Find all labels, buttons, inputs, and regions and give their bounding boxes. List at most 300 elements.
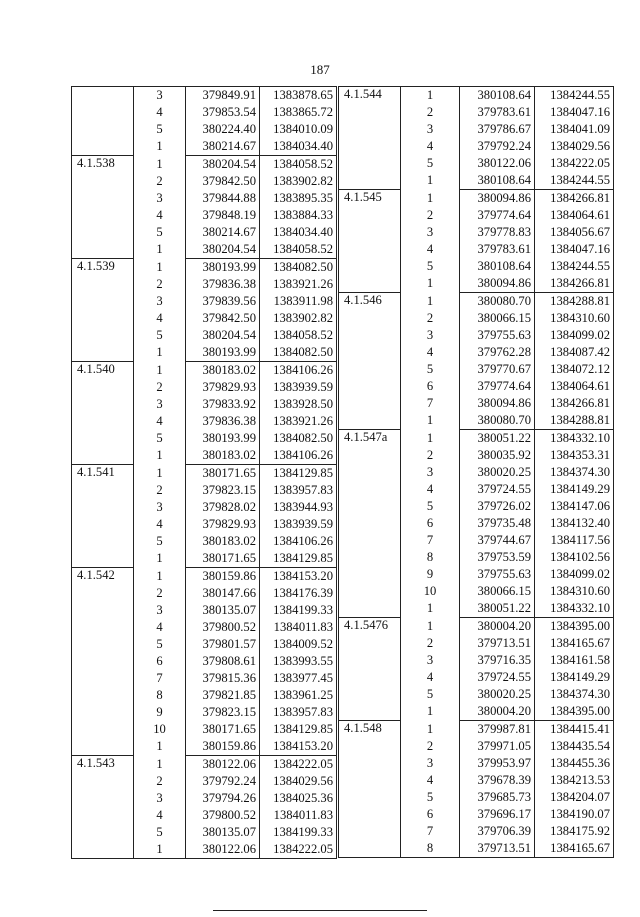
y-coordinate-cell: 1384266.81 — [535, 275, 614, 293]
y-coordinate-cell: 1384064.61 — [535, 207, 614, 224]
y-coordinate-cell: 1384029.56 — [535, 138, 614, 155]
plot-number-cell: 4.1.539 — [72, 259, 134, 277]
x-coordinate-cell: 379828.02 — [186, 499, 260, 516]
plot-number-cell: 4.1.542 — [72, 568, 134, 586]
plot-number-cell — [72, 224, 134, 241]
x-coordinate-cell: 380080.70 — [460, 412, 535, 430]
y-coordinate-cell: 1384165.67 — [535, 840, 614, 858]
table-row — [72, 362, 337, 380]
x-coordinate-cell: 379744.67 — [460, 532, 535, 549]
point-number-cell: 5 — [426, 259, 434, 273]
x-coordinate-cell: 380204.54 — [186, 241, 260, 259]
point-number-cell: 2 — [426, 208, 434, 222]
table-row — [72, 156, 337, 174]
plot-number-cell — [72, 721, 134, 738]
point-number-cell: 5 — [426, 499, 434, 513]
point-number-cell: 1 — [426, 618, 434, 633]
y-coordinate-cell: 1384374.30 — [535, 464, 614, 481]
x-coordinate-cell: 379844.88 — [186, 190, 260, 207]
y-coordinate-cell: 1384047.16 — [535, 241, 614, 258]
plot-number-cell — [72, 790, 134, 807]
y-coordinate-cell: 1384029.56 — [260, 773, 337, 790]
y-coordinate-cell: 1384204.07 — [535, 789, 614, 806]
point-number-cell: 7 — [426, 396, 434, 410]
plot-number-cell — [339, 138, 401, 155]
y-coordinate-cell: 1384082.50 — [260, 259, 337, 277]
y-coordinate-cell: 1384082.50 — [260, 344, 337, 362]
plot-number-cell — [72, 276, 134, 293]
x-coordinate-cell: 380020.25 — [460, 464, 535, 481]
point-number-cell: 5 — [156, 328, 163, 342]
x-coordinate-cell: 379823.15 — [186, 704, 260, 721]
plot-number-cell — [339, 789, 401, 806]
plot-number-cell — [339, 635, 401, 652]
x-coordinate-cell: 380004.20 — [460, 703, 535, 721]
table-row — [339, 361, 614, 378]
y-coordinate-cell: 1384058.52 — [260, 327, 337, 344]
plot-number-cell: 4.1.548 — [339, 721, 401, 739]
table-row — [339, 823, 614, 840]
plot-number-cell — [339, 361, 401, 378]
x-coordinate-cell: 380051.22 — [460, 430, 535, 448]
point-number-cell: 2 — [426, 448, 434, 462]
point-number-cell: 5 — [156, 637, 163, 651]
x-coordinate-cell: 379829.93 — [186, 516, 260, 533]
point-number-cell: 3 — [426, 225, 434, 239]
point-number-cell: 1 — [156, 139, 163, 154]
plot-number-cell — [72, 824, 134, 841]
x-coordinate-cell: 380135.07 — [186, 824, 260, 841]
point-number-cell: 6 — [426, 379, 434, 393]
x-coordinate-cell: 379696.17 — [460, 806, 535, 823]
plot-number-cell — [72, 379, 134, 396]
x-coordinate-cell: 380147.66 — [186, 585, 260, 602]
y-coordinate-cell: 1384435.54 — [535, 738, 614, 755]
point-number-cell: 2 — [156, 380, 163, 394]
point-number-cell: 2 — [156, 774, 163, 788]
x-coordinate-cell: 380004.20 — [460, 618, 535, 636]
point-number-cell: 2 — [426, 739, 434, 753]
y-coordinate-cell: 1384147.06 — [535, 498, 614, 515]
point-number-cell: 1 — [426, 601, 434, 616]
x-coordinate-cell: 380171.65 — [186, 721, 260, 738]
x-coordinate-cell: 379953.97 — [460, 755, 535, 772]
x-coordinate-cell: 379836.38 — [186, 276, 260, 293]
plot-number-cell — [339, 464, 401, 481]
table-row — [339, 258, 614, 275]
coordinates-table-right — [338, 86, 614, 858]
table-row — [72, 87, 337, 105]
x-coordinate-cell: 379753.59 — [460, 549, 535, 566]
plot-number-cell — [339, 275, 401, 293]
table-row — [339, 703, 614, 721]
y-coordinate-cell: 1383939.59 — [260, 379, 337, 396]
coordinates-table-left — [71, 86, 337, 859]
plot-number-cell: 4.1.547a — [339, 430, 401, 448]
x-coordinate-cell: 380094.86 — [460, 395, 535, 412]
table-row — [72, 173, 337, 190]
x-coordinate-cell: 379971.05 — [460, 738, 535, 755]
y-coordinate-cell: 1384310.60 — [535, 583, 614, 600]
plot-number-cell — [339, 481, 401, 498]
plot-number-cell — [72, 807, 134, 824]
table-row — [339, 275, 614, 293]
point-number-cell: 2 — [156, 483, 163, 497]
plot-number-cell — [72, 87, 134, 105]
x-coordinate-cell: 379678.39 — [460, 772, 535, 789]
table-body-right — [339, 87, 614, 858]
y-coordinate-cell: 1384244.55 — [535, 87, 614, 105]
x-coordinate-cell: 380183.02 — [186, 533, 260, 550]
plot-number-cell — [339, 172, 401, 190]
plot-number-cell — [339, 532, 401, 549]
y-coordinate-cell: 1383865.72 — [260, 104, 337, 121]
point-number-cell: 1 — [156, 362, 163, 377]
x-coordinate-cell: 379774.64 — [460, 207, 535, 224]
table-row — [72, 841, 337, 859]
plot-number-cell — [339, 755, 401, 772]
table-row — [339, 806, 614, 823]
table-row — [72, 482, 337, 499]
table-row — [339, 515, 614, 532]
point-number-cell: 3 — [426, 756, 434, 770]
table-row — [72, 721, 337, 738]
table-row — [339, 789, 614, 806]
plot-number-cell — [72, 327, 134, 344]
point-number-cell: 3 — [134, 87, 186, 105]
y-coordinate-cell: 1384129.85 — [260, 550, 337, 568]
y-coordinate-cell: 1384034.40 — [260, 224, 337, 241]
x-coordinate-cell: 379821.85 — [186, 687, 260, 704]
point-number-cell: 5 — [156, 825, 163, 839]
y-coordinate-cell: 1384165.67 — [535, 635, 614, 652]
x-coordinate-cell: 379724.55 — [460, 481, 535, 498]
point-number-cell: 4 — [426, 670, 434, 684]
table-row — [339, 840, 614, 858]
point-number-cell: 1 — [156, 568, 163, 583]
plot-number-cell — [339, 652, 401, 669]
x-coordinate-cell: 380122.06 — [460, 155, 535, 172]
point-number-cell: 1 — [156, 465, 163, 480]
y-coordinate-cell: 1384175.92 — [535, 823, 614, 840]
y-coordinate-cell: 1384199.33 — [260, 602, 337, 619]
plot-number-cell — [339, 600, 401, 618]
plot-number-cell — [339, 703, 401, 721]
point-number-cell: 7 — [156, 671, 163, 685]
y-coordinate-cell: 1384132.40 — [535, 515, 614, 532]
plot-number-cell — [72, 670, 134, 687]
x-coordinate-cell: 379786.67 — [460, 121, 535, 138]
table-row — [72, 327, 337, 344]
plot-number-cell — [339, 412, 401, 430]
table-row — [339, 224, 614, 241]
plot-number-cell — [72, 104, 134, 121]
y-coordinate-cell: 1384222.05 — [260, 756, 337, 774]
point-number-cell: 1 — [426, 721, 434, 736]
point-number-cell: 5 — [156, 122, 163, 136]
y-coordinate-cell: 1383977.45 — [260, 670, 337, 687]
y-coordinate-cell: 1383895.35 — [260, 190, 337, 207]
x-coordinate-cell: 380159.86 — [186, 738, 260, 756]
plot-number-cell — [72, 738, 134, 756]
x-coordinate-cell: 380122.06 — [186, 756, 260, 774]
plot-number-cell — [72, 482, 134, 499]
x-coordinate-cell: 380204.54 — [186, 327, 260, 344]
point-number-cell: 1 — [156, 448, 163, 463]
y-coordinate-cell: 1384034.40 — [260, 138, 337, 156]
point-number-cell: 3 — [426, 653, 434, 667]
table-row — [72, 807, 337, 824]
plot-number-cell: 4.1.540 — [72, 362, 134, 380]
table-row — [339, 121, 614, 138]
y-coordinate-cell: 1384199.33 — [260, 824, 337, 841]
y-coordinate-cell: 1384161.58 — [535, 652, 614, 669]
table-row — [72, 516, 337, 533]
point-number-cell: 5 — [426, 687, 434, 701]
point-number-cell: 1 — [156, 156, 163, 171]
point-number-cell: 4 — [426, 139, 434, 153]
point-number-cell: 1 — [426, 413, 434, 428]
x-coordinate-cell: 379836.38 — [186, 413, 260, 430]
x-coordinate-cell: 379778.83 — [460, 224, 535, 241]
point-number-cell: 5 — [156, 431, 163, 445]
y-coordinate-cell: 1384047.16 — [535, 104, 614, 121]
point-number-cell: 4 — [156, 311, 163, 325]
table-row — [72, 687, 337, 704]
y-coordinate-cell: 1383944.93 — [260, 499, 337, 516]
point-number-cell: 4 — [156, 620, 163, 634]
plot-number-cell — [72, 413, 134, 430]
plot-number-cell: 4.1.546 — [339, 293, 401, 311]
plot-number-cell — [72, 396, 134, 413]
plot-number-cell — [339, 738, 401, 755]
table-row — [339, 241, 614, 258]
table-row — [339, 138, 614, 155]
plot-number-cell — [72, 447, 134, 465]
x-coordinate-cell: 379801.57 — [186, 636, 260, 653]
y-coordinate-cell: 1383902.82 — [260, 173, 337, 190]
y-coordinate-cell: 1384087.42 — [535, 344, 614, 361]
point-number-cell: 2 — [426, 105, 434, 119]
point-number-cell: 9 — [426, 567, 434, 581]
table-row — [339, 669, 614, 686]
plot-number-cell — [72, 636, 134, 653]
x-coordinate-cell: 380193.99 — [186, 259, 260, 277]
table-row — [72, 670, 337, 687]
y-coordinate-cell: 1384117.56 — [535, 532, 614, 549]
y-coordinate-cell: 1384058.52 — [260, 241, 337, 259]
x-coordinate-cell: 379755.63 — [460, 566, 535, 583]
y-coordinate-cell: 1384011.83 — [260, 807, 337, 824]
x-coordinate-cell: 380193.99 — [186, 344, 260, 362]
plot-number-cell — [72, 516, 134, 533]
plot-number-cell — [339, 310, 401, 327]
point-number-cell: 3 — [156, 791, 163, 805]
x-coordinate-cell: 379848.19 — [186, 207, 260, 224]
table-row — [72, 396, 337, 413]
plot-number-cell — [72, 344, 134, 362]
plot-number-cell — [72, 585, 134, 602]
plot-number-cell — [72, 773, 134, 790]
point-number-cell: 6 — [156, 654, 163, 668]
plot-number-cell — [72, 207, 134, 224]
x-coordinate-cell: 380094.86 — [460, 275, 535, 293]
point-number-cell: 1 — [156, 242, 163, 257]
plot-number-cell: 4.1.543 — [72, 756, 134, 774]
y-coordinate-cell: 1384374.30 — [535, 686, 614, 703]
x-coordinate-cell: 379774.64 — [460, 378, 535, 395]
x-coordinate-cell: 379849.91 — [186, 87, 260, 105]
table-row — [72, 121, 337, 138]
y-coordinate-cell: 1384332.10 — [535, 600, 614, 618]
plot-number-cell — [72, 653, 134, 670]
table-row — [339, 378, 614, 395]
plot-number-cell — [339, 241, 401, 258]
x-coordinate-cell: 379783.61 — [460, 104, 535, 121]
plot-number-cell — [72, 841, 134, 859]
point-number-cell: 1 — [156, 345, 163, 360]
x-coordinate-cell: 379829.93 — [186, 379, 260, 396]
point-number-cell: 4 — [156, 105, 163, 119]
x-coordinate-cell: 380035.92 — [460, 447, 535, 464]
point-number-cell: 6 — [426, 516, 434, 530]
table-row — [339, 618, 614, 636]
point-number-cell: 5 — [426, 362, 434, 376]
plot-number-cell — [72, 190, 134, 207]
point-number-cell: 9 — [156, 705, 163, 719]
y-coordinate-cell: 1384455.36 — [535, 755, 614, 772]
x-coordinate-cell: 379800.52 — [186, 807, 260, 824]
x-coordinate-cell: 379853.54 — [186, 104, 260, 121]
y-coordinate-cell: 1384266.81 — [535, 395, 614, 412]
y-coordinate-cell: 1384056.67 — [535, 224, 614, 241]
y-coordinate-cell: 1384395.00 — [535, 618, 614, 636]
table-row — [72, 465, 337, 483]
point-number-cell: 2 — [426, 636, 434, 650]
table-row — [339, 155, 614, 172]
plot-number-cell — [72, 533, 134, 550]
table-row — [339, 549, 614, 566]
point-number-cell: 4 — [156, 414, 163, 428]
y-coordinate-cell: 1384153.20 — [260, 738, 337, 756]
point-number-cell: 6 — [426, 807, 434, 821]
table-row — [339, 532, 614, 549]
x-coordinate-cell: 379987.81 — [460, 721, 535, 739]
table-row — [72, 704, 337, 721]
x-coordinate-cell: 379783.61 — [460, 241, 535, 258]
plot-number-cell — [339, 566, 401, 583]
x-coordinate-cell: 379823.15 — [186, 482, 260, 499]
x-coordinate-cell: 380080.70 — [460, 293, 535, 311]
x-coordinate-cell: 379794.26 — [186, 790, 260, 807]
x-coordinate-cell: 380214.67 — [186, 138, 260, 156]
table-body-left — [72, 87, 337, 859]
plot-number-cell — [72, 138, 134, 156]
x-coordinate-cell: 380066.15 — [460, 310, 535, 327]
y-coordinate-cell: 1384213.53 — [535, 772, 614, 789]
point-number-cell: 1 — [156, 756, 163, 771]
x-coordinate-cell: 379685.73 — [460, 789, 535, 806]
y-coordinate-cell: 1384082.50 — [260, 430, 337, 447]
x-coordinate-cell: 380108.64 — [460, 258, 535, 275]
x-coordinate-cell: 379713.51 — [460, 635, 535, 652]
plot-number-cell — [339, 155, 401, 172]
y-coordinate-cell: 1383957.83 — [260, 482, 337, 499]
x-coordinate-cell: 379724.55 — [460, 669, 535, 686]
point-number-cell: 5 — [156, 534, 163, 548]
y-coordinate-cell: 1384190.07 — [535, 806, 614, 823]
y-coordinate-cell: 1384310.60 — [535, 310, 614, 327]
point-number-cell: 3 — [426, 328, 434, 342]
table-row — [72, 499, 337, 516]
x-coordinate-cell: 380051.22 — [460, 600, 535, 618]
point-number-cell: 4 — [426, 345, 434, 359]
table-row — [339, 738, 614, 755]
table-row — [339, 430, 614, 448]
plot-number-cell — [72, 173, 134, 190]
table-row — [339, 395, 614, 412]
y-coordinate-cell: 1384064.61 — [535, 378, 614, 395]
table-row — [339, 772, 614, 789]
y-coordinate-cell: 1384106.26 — [260, 362, 337, 380]
y-coordinate-cell: 1384244.55 — [535, 172, 614, 190]
x-coordinate-cell: 380193.99 — [186, 430, 260, 447]
table-row — [339, 686, 614, 703]
y-coordinate-cell: 1384010.09 — [260, 121, 337, 138]
table-row — [72, 602, 337, 619]
y-coordinate-cell: 1384153.20 — [260, 568, 337, 586]
point-number-cell: 1 — [134, 841, 186, 859]
x-coordinate-cell: 379842.50 — [186, 310, 260, 327]
table-row — [339, 652, 614, 669]
table-row — [72, 790, 337, 807]
table-row — [72, 430, 337, 447]
plot-number-cell — [339, 207, 401, 224]
plot-number-cell — [339, 840, 401, 858]
y-coordinate-cell: 1384149.29 — [535, 669, 614, 686]
x-coordinate-cell: 379792.24 — [460, 138, 535, 155]
plot-number-cell — [72, 293, 134, 310]
y-coordinate-cell: 1384099.02 — [535, 566, 614, 583]
point-number-cell: 1 — [156, 259, 163, 274]
plot-number-cell: 4.1.545 — [339, 190, 401, 208]
table-row — [72, 413, 337, 430]
plot-number-cell — [339, 327, 401, 344]
y-coordinate-cell: 1384072.12 — [535, 361, 614, 378]
point-number-cell: 4 — [156, 808, 163, 822]
x-coordinate-cell: 379762.28 — [460, 344, 535, 361]
y-coordinate-cell: 1383928.50 — [260, 396, 337, 413]
x-coordinate-cell: 380020.25 — [460, 686, 535, 703]
table-row — [339, 172, 614, 190]
y-coordinate-cell: 1384176.39 — [260, 585, 337, 602]
plot-number-cell — [339, 224, 401, 241]
y-coordinate-cell: 1383921.26 — [260, 413, 337, 430]
y-coordinate-cell: 1384106.26 — [260, 533, 337, 550]
plot-number-cell — [339, 104, 401, 121]
plot-number-cell: 4.1.541 — [72, 465, 134, 483]
plot-number-cell — [72, 499, 134, 516]
y-coordinate-cell: 1384106.26 — [260, 447, 337, 465]
x-coordinate-cell: 379808.61 — [186, 653, 260, 670]
table-row — [339, 566, 614, 583]
table-row — [72, 224, 337, 241]
table-row — [72, 568, 337, 586]
y-coordinate-cell: 1384222.05 — [260, 841, 337, 859]
plot-number-cell — [339, 395, 401, 412]
y-coordinate-cell: 1384288.81 — [535, 293, 614, 311]
page-number: 187 — [310, 62, 330, 77]
